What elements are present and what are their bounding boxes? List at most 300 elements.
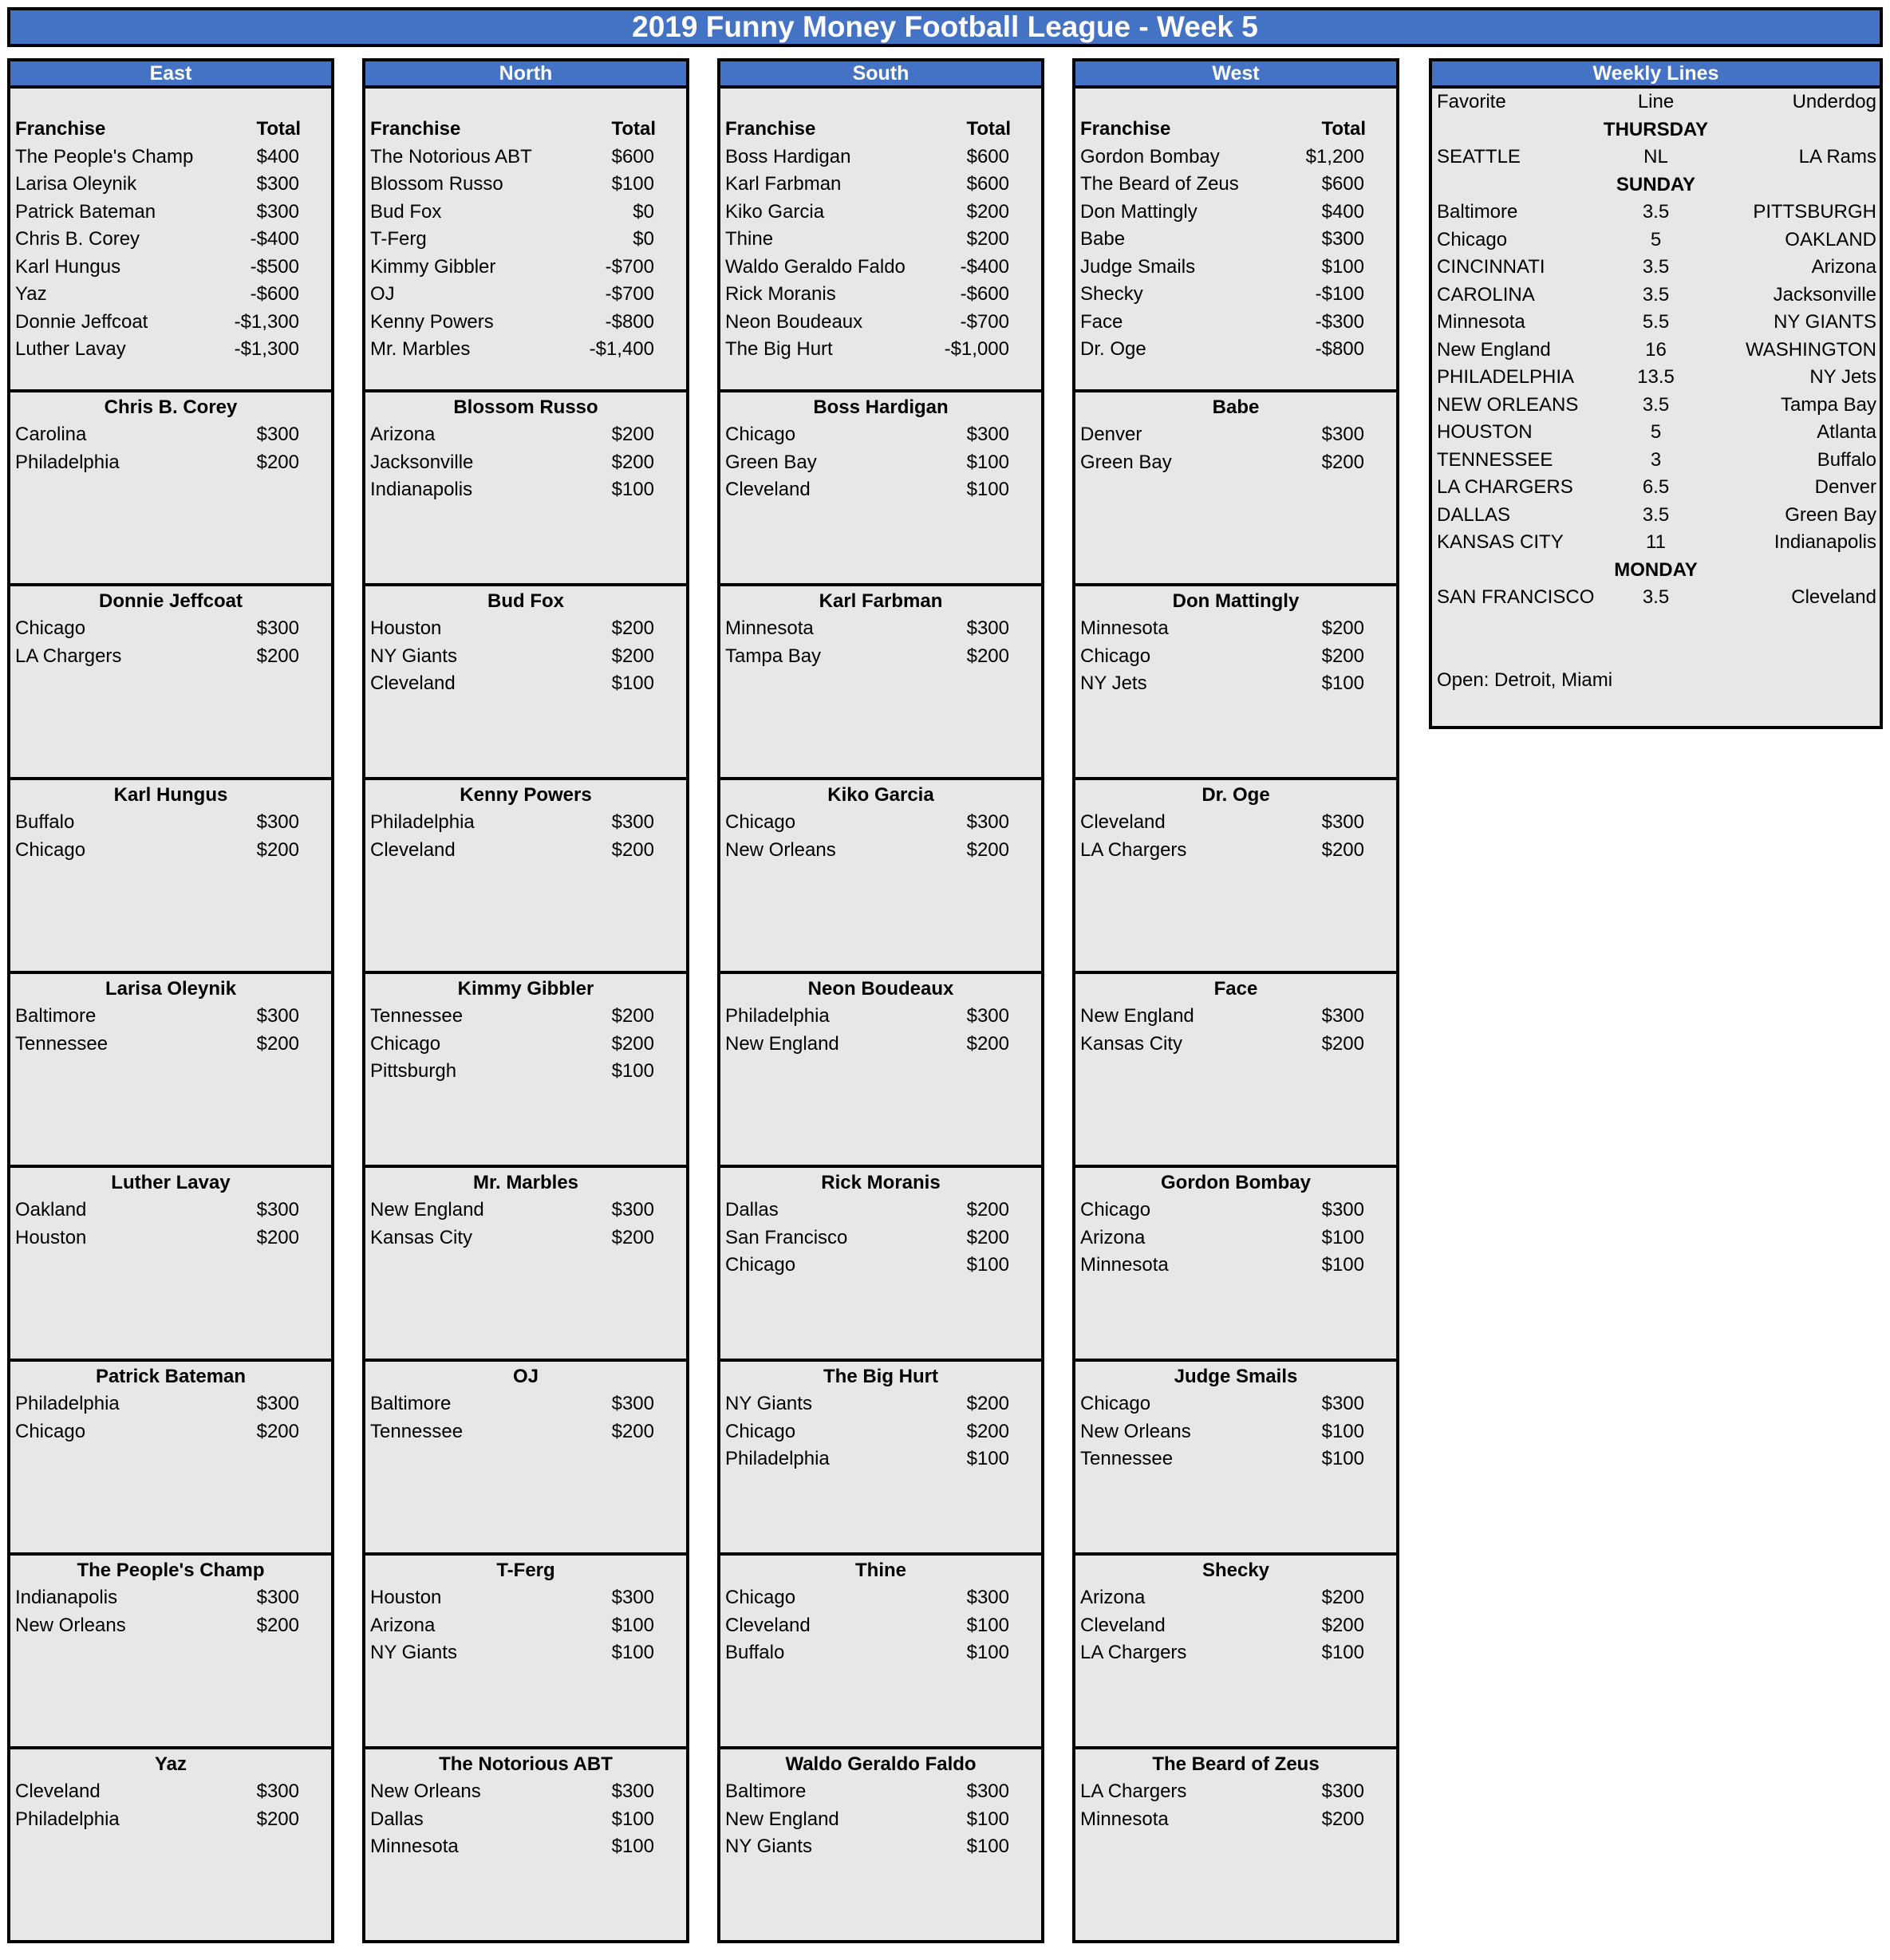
pick-row — [720, 1584, 1041, 1612]
total-column-header: Total — [256, 118, 301, 140]
franchise-total: $0 — [633, 228, 654, 250]
pick-team: Arizona — [1080, 1587, 1146, 1608]
pick-team: Chicago — [1080, 1199, 1151, 1221]
pick-amount: $200 — [1321, 451, 1364, 473]
standings-row — [720, 254, 1041, 282]
division-header: East — [7, 58, 334, 89]
franchise-total: -$500 — [250, 255, 299, 278]
pick-team: Philadelphia — [725, 1005, 830, 1027]
franchise-name: Blossom Russo — [370, 173, 503, 195]
franchise-total: -$600 — [250, 283, 299, 305]
underdog-team: Denver — [1814, 476, 1876, 498]
game-line: 6.5 — [1642, 476, 1670, 498]
pick-amount: $200 — [1321, 1808, 1364, 1830]
pick-amount: $300 — [1321, 1781, 1364, 1802]
standings-header-row — [720, 116, 1041, 144]
standings-row — [720, 144, 1041, 172]
pick-amount: $200 — [256, 1614, 299, 1636]
pick-team: New England — [725, 1032, 839, 1055]
franchise-total: $300 — [256, 173, 299, 195]
pick-amount: $200 — [256, 451, 299, 473]
standings-row — [720, 336, 1041, 364]
pick-team: Minnesota — [370, 1836, 459, 1857]
pick-team: Carolina — [15, 424, 87, 445]
pick-row — [720, 1390, 1041, 1418]
pick-team: LA Chargers — [1080, 1781, 1187, 1802]
pick-team: Green Bay — [725, 451, 817, 473]
game-line: NL — [1643, 146, 1668, 168]
franchise-name: The Beard of Zeus — [1080, 173, 1239, 195]
weekly-lines-header: Weekly Lines — [1429, 58, 1883, 89]
pick-row — [1075, 1778, 1396, 1806]
game-line: 16 — [1645, 338, 1667, 361]
franchise-name: Gordon Bombay — [1080, 145, 1220, 168]
franchise-title: Rick Moranis — [821, 1172, 941, 1193]
franchise-name: Judge Smails — [1080, 255, 1196, 278]
pick-team: New Orleans — [370, 1781, 481, 1802]
pick-amount: $300 — [611, 1781, 654, 1802]
game-line: 3 — [1650, 448, 1662, 471]
franchise-picks-box — [362, 780, 689, 974]
day-label: SUNDAY — [1616, 173, 1696, 195]
game-line-row — [1432, 282, 1880, 310]
game-line-row — [1432, 364, 1880, 392]
pick-amount: $100 — [966, 1642, 1009, 1663]
franchise-name: Donnie Jeffcoat — [15, 310, 148, 333]
pick-row — [1075, 1197, 1396, 1225]
game-line: 3.5 — [1642, 283, 1670, 306]
pick-amount: $100 — [611, 1836, 654, 1857]
pick-amount: $100 — [611, 1060, 654, 1082]
franchise-total: $300 — [1321, 228, 1364, 250]
pick-team: LA Chargers — [15, 645, 122, 667]
franchise-name: Dr. Oge — [1080, 338, 1146, 360]
pick-amount: $100 — [966, 1448, 1009, 1469]
franchise-picks-box — [362, 1362, 689, 1556]
division-header: South — [717, 58, 1044, 89]
pick-team: Indianapolis — [15, 1587, 118, 1608]
franchise-name: Kenny Powers — [370, 310, 494, 333]
underdog-team: Tampa Bay — [1780, 393, 1876, 416]
franchise-name: Waldo Geraldo Faldo — [725, 255, 906, 278]
franchise-picks-box — [1072, 1362, 1399, 1556]
pick-row — [365, 615, 686, 643]
franchise-total: -$1,300 — [234, 310, 299, 333]
game-line-row — [1432, 254, 1880, 282]
franchise-name: Bud Fox — [370, 200, 442, 223]
pick-team: Chicago — [1080, 645, 1151, 667]
pick-team: New Orleans — [1080, 1420, 1191, 1442]
pick-team: Cleveland — [725, 479, 811, 500]
franchise-total: -$400 — [960, 255, 1009, 278]
standings-row — [365, 171, 686, 199]
franchise-picks-box — [1072, 586, 1399, 780]
division-standings — [1072, 89, 1399, 392]
game-line-row — [1432, 227, 1880, 254]
standings-row — [1075, 281, 1396, 309]
pick-row — [10, 1003, 331, 1031]
pick-row — [10, 809, 331, 837]
pick-team: Cleveland — [1080, 811, 1166, 833]
pick-row — [1075, 1390, 1396, 1418]
franchise-title: The Big Hurt — [823, 1366, 938, 1387]
pick-amount: $100 — [1321, 1448, 1364, 1469]
standings-row — [365, 144, 686, 172]
pick-row — [720, 1197, 1041, 1225]
pick-amount: $200 — [256, 1226, 299, 1248]
franchise-total: -$600 — [960, 283, 1009, 305]
franchise-name: Rick Moranis — [725, 283, 836, 305]
pick-team: Cleveland — [1080, 1614, 1166, 1636]
pick-team: New Orleans — [15, 1614, 126, 1636]
pick-team: Baltimore — [15, 1005, 97, 1027]
pick-row — [365, 643, 686, 671]
pick-amount: $300 — [256, 1587, 299, 1608]
pick-team: Buffalo — [725, 1642, 785, 1663]
pick-row — [365, 1612, 686, 1640]
franchise-picks-box — [717, 1362, 1044, 1556]
standings-row — [365, 309, 686, 337]
pick-amount: $100 — [611, 1614, 654, 1636]
franchise-title: Mr. Marbles — [472, 1172, 579, 1193]
franchise-total: $600 — [1321, 173, 1364, 195]
franchise-name: Neon Boudeaux — [725, 310, 863, 333]
franchise-name: Kimmy Gibbler — [370, 255, 496, 278]
franchise-name: The Big Hurt — [725, 338, 833, 360]
pick-team: Chicago — [370, 1032, 441, 1055]
pick-row — [720, 449, 1041, 477]
pick-amount: $300 — [611, 1587, 654, 1608]
pick-row — [720, 1225, 1041, 1252]
standings-row — [10, 199, 331, 227]
franchise-total: -$700 — [960, 310, 1009, 333]
favorite-team: New England — [1437, 338, 1551, 361]
franchise-total: -$800 — [605, 310, 654, 333]
pick-team: Tennessee — [15, 1032, 109, 1055]
pick-team: Tampa Bay — [725, 645, 822, 667]
pick-amount: $200 — [966, 1199, 1009, 1221]
pick-team: NY Giants — [725, 1393, 812, 1414]
pick-row — [1075, 1612, 1396, 1640]
pick-team: Buffalo — [15, 811, 75, 833]
pick-amount: $200 — [611, 451, 654, 473]
pick-team: Kansas City — [1080, 1032, 1183, 1055]
franchise-title: OJ — [512, 1366, 539, 1387]
pick-row — [10, 837, 331, 865]
total-column-header: Total — [966, 118, 1011, 140]
franchise-name: Luther Lavay — [15, 338, 126, 360]
pick-row — [365, 1197, 686, 1225]
pick-row — [720, 1778, 1041, 1806]
franchise-title: Karl Farbman — [819, 590, 943, 612]
pick-amount: $100 — [1321, 1226, 1364, 1248]
franchise-picks-box — [1072, 974, 1399, 1168]
underdog-team: Indianapolis — [1774, 531, 1876, 553]
pick-amount: $300 — [256, 424, 299, 445]
pick-row — [10, 1390, 331, 1418]
pick-row — [720, 1003, 1041, 1031]
franchise-title: Yaz — [154, 1753, 187, 1775]
pick-team: Chicago — [725, 811, 796, 833]
underdog-team: PITTSBURGH — [1753, 201, 1876, 223]
pick-row — [10, 421, 331, 449]
pick-team: Tennessee — [370, 1005, 464, 1027]
standings-header-row — [365, 116, 686, 144]
pick-amount: $200 — [611, 1005, 654, 1027]
standings-row — [365, 226, 686, 254]
franchise-total: $600 — [966, 145, 1009, 168]
underdog-column-header: Underdog — [1792, 91, 1876, 112]
franchise-picks-box — [362, 1556, 689, 1749]
game-line-row — [1432, 419, 1880, 447]
game-line: 11 — [1646, 531, 1666, 553]
franchise-picks-box — [362, 1168, 689, 1362]
franchise-name: Patrick Bateman — [15, 200, 156, 223]
franchise-name: OJ — [370, 283, 395, 305]
favorite-team: TENNESSEE — [1437, 448, 1553, 471]
standings-row — [1075, 336, 1396, 364]
favorite-team: DALLAS — [1437, 503, 1511, 526]
pick-amount: $200 — [256, 838, 299, 861]
pick-row — [1075, 1003, 1396, 1031]
pick-team: New England — [370, 1199, 484, 1221]
pick-amount: $200 — [966, 1226, 1009, 1248]
franchise-picks-box — [717, 974, 1044, 1168]
pick-row — [1075, 1031, 1396, 1059]
standings-row — [365, 254, 686, 282]
franchise-total: -$700 — [605, 283, 654, 305]
franchise-total: -$800 — [1315, 338, 1364, 360]
pick-team: Baltimore — [370, 1393, 452, 1414]
favorite-team: CINCINNATI — [1437, 256, 1545, 278]
franchise-picks-box — [717, 780, 1044, 974]
franchise-name: Larisa Oleynik — [15, 173, 137, 195]
pick-team: Chicago — [1080, 1393, 1151, 1414]
franchise-total: -$300 — [1315, 310, 1364, 333]
franchise-title: Babe — [1212, 396, 1260, 418]
favorite-team: Minnesota — [1437, 311, 1525, 333]
pick-amount: $200 — [1321, 1614, 1364, 1636]
pick-row — [365, 421, 686, 449]
franchise-picks-box — [362, 586, 689, 780]
pick-team: Houston — [370, 617, 442, 639]
pick-row — [365, 1833, 686, 1861]
pick-amount: $300 — [966, 617, 1009, 639]
pick-row — [365, 1778, 686, 1806]
pick-team: NY Giants — [370, 645, 457, 667]
game-line-row — [1432, 337, 1880, 365]
franchise-title: Gordon Bombay — [1160, 1172, 1311, 1193]
franchise-name: Boss Hardigan — [725, 145, 851, 168]
pick-team: LA Chargers — [1080, 1642, 1187, 1663]
standings-row — [720, 171, 1041, 199]
pick-team: Chicago — [15, 838, 86, 861]
pick-amount: $300 — [966, 811, 1009, 833]
franchise-title: Kimmy Gibbler — [457, 978, 594, 1000]
pick-amount: $300 — [966, 1781, 1009, 1802]
pick-amount: $200 — [256, 1032, 299, 1055]
franchise-title: Judge Smails — [1174, 1366, 1298, 1387]
pick-row — [1075, 1445, 1396, 1473]
pick-row — [1075, 1806, 1396, 1834]
pick-team: Oakland — [15, 1199, 87, 1221]
pick-amount: $100 — [1321, 1420, 1364, 1442]
pick-amount: $200 — [611, 1420, 654, 1442]
standings-header-row — [10, 116, 331, 144]
pick-amount: $200 — [1321, 645, 1364, 667]
pick-amount: $300 — [256, 1781, 299, 1802]
pick-amount: $200 — [256, 1420, 299, 1442]
franchise-title: The People's Champ — [77, 1560, 265, 1581]
pick-team: Minnesota — [1080, 1808, 1169, 1830]
pick-row — [1075, 670, 1396, 698]
game-line-row — [1432, 199, 1880, 227]
pick-amount: $100 — [966, 1808, 1009, 1830]
franchise-picks-box — [7, 1362, 334, 1556]
pick-team: Cleveland — [15, 1781, 101, 1802]
game-line: 3.5 — [1642, 393, 1670, 416]
pick-row — [720, 809, 1041, 837]
franchise-picks-box — [1072, 1168, 1399, 1362]
underdog-team: Buffalo — [1817, 448, 1876, 471]
pick-team: Arizona — [1080, 1226, 1146, 1248]
franchise-picks-box — [1072, 392, 1399, 586]
game-line: 3.5 — [1642, 201, 1670, 223]
day-label: THURSDAY — [1603, 118, 1709, 140]
pick-amount: $200 — [611, 424, 654, 445]
franchise-total: $200 — [966, 200, 1009, 223]
pick-team: Chicago — [725, 1254, 796, 1276]
pick-row — [365, 449, 686, 477]
pick-row — [10, 1806, 331, 1834]
pick-amount: $300 — [966, 1005, 1009, 1027]
pick-row — [720, 1806, 1041, 1834]
pick-amount: $200 — [611, 838, 654, 861]
underdog-team: OAKLAND — [1785, 228, 1876, 250]
favorite-team: Baltimore — [1437, 201, 1518, 223]
underdog-team: Arizona — [1811, 256, 1876, 278]
franchise-title: Shecky — [1201, 1560, 1270, 1581]
standings-row — [10, 309, 331, 337]
franchise-total: -$1,300 — [234, 338, 299, 360]
pick-team: New England — [725, 1808, 839, 1830]
franchise-name: Mr. Marbles — [370, 338, 471, 360]
pick-amount: $200 — [966, 1393, 1009, 1414]
pick-amount: $200 — [256, 1808, 299, 1830]
franchise-title: T-Ferg — [496, 1560, 555, 1581]
franchise-picks-box — [717, 586, 1044, 780]
franchise-picks-box — [1072, 1556, 1399, 1749]
pick-row — [1075, 1639, 1396, 1667]
game-line-row — [1432, 392, 1880, 420]
franchise-name: Chris B. Corey — [15, 228, 140, 250]
game-line: 5 — [1650, 421, 1662, 443]
pick-amount: $200 — [966, 1032, 1009, 1055]
pick-amount: $300 — [256, 1005, 299, 1027]
division-column-west — [1072, 58, 1399, 1943]
pick-amount: $100 — [611, 1808, 654, 1830]
franchise-title: Waldo Geraldo Faldo — [785, 1753, 977, 1775]
page-title: 2019 Funny Money Football League - Week 5 — [7, 7, 1883, 47]
franchise-title: Dr. Oge — [1201, 784, 1270, 806]
pick-amount: $300 — [256, 1199, 299, 1221]
pick-amount: $200 — [1321, 838, 1364, 861]
division-column-north — [362, 58, 689, 1943]
pick-row — [10, 643, 331, 671]
franchise-name: Thine — [725, 228, 774, 250]
pick-amount: $100 — [966, 1614, 1009, 1636]
favorite-team: NEW ORLEANS — [1437, 393, 1579, 416]
pick-team: Cleveland — [370, 672, 456, 694]
franchise-name: Karl Hungus — [15, 255, 121, 278]
pick-row — [365, 1390, 686, 1418]
favorite-team: Chicago — [1437, 228, 1508, 250]
franchise-title: The Notorious ABT — [439, 1753, 613, 1775]
pick-row — [365, 1031, 686, 1059]
franchise-total: $1,200 — [1305, 145, 1364, 168]
pick-row — [720, 421, 1041, 449]
total-column-header: Total — [1321, 118, 1366, 140]
pick-team: LA Chargers — [1080, 838, 1187, 861]
franchise-total: -$700 — [605, 255, 654, 278]
pick-team: Chicago — [15, 617, 86, 639]
pick-row — [365, 1225, 686, 1252]
franchise-title: Neon Boudeaux — [807, 978, 954, 1000]
favorite-team: LA CHARGERS — [1437, 476, 1573, 498]
franchise-name: Karl Farbman — [725, 173, 842, 195]
pick-amount: $300 — [1321, 1199, 1364, 1221]
favorite-team: KANSAS CITY — [1437, 531, 1564, 553]
franchise-name: Babe — [1080, 228, 1126, 250]
standings-row — [1075, 254, 1396, 282]
franchise-total: $400 — [1321, 200, 1364, 223]
standings-row — [1075, 144, 1396, 172]
pick-amount: $300 — [611, 1393, 654, 1414]
favorite-team: SEATTLE — [1437, 146, 1521, 168]
standings-row — [1075, 309, 1396, 337]
pick-team: Green Bay — [1080, 451, 1172, 473]
franchise-title: Chris B. Corey — [104, 396, 238, 418]
underdog-team: NY GIANTS — [1774, 311, 1876, 333]
favorite-team: PHILADELPHIA — [1437, 366, 1575, 388]
franchise-total: $300 — [256, 200, 299, 223]
standings-row — [365, 281, 686, 309]
game-line-row — [1432, 529, 1880, 557]
franchise-picks-box — [717, 1749, 1044, 1943]
pick-row — [1075, 643, 1396, 671]
franchise-picks-box — [717, 392, 1044, 586]
franchise-title: Kenny Powers — [460, 784, 592, 806]
franchise-title: Karl Hungus — [113, 784, 228, 806]
pick-row — [1075, 1584, 1396, 1612]
franchise-picks-box — [717, 1168, 1044, 1362]
pick-team: Dallas — [370, 1808, 424, 1830]
franchise-title: Kiko Garcia — [827, 784, 934, 806]
standings-row — [10, 144, 331, 172]
pick-amount: $200 — [611, 1226, 654, 1248]
pick-amount: $200 — [1321, 1032, 1364, 1055]
pick-amount: $200 — [966, 838, 1009, 861]
standings-row — [720, 199, 1041, 227]
pick-row — [720, 1031, 1041, 1059]
pick-team: Indianapolis — [370, 479, 473, 500]
pick-team: Cleveland — [370, 838, 456, 861]
pick-amount: $100 — [611, 1642, 654, 1663]
franchise-picks-box — [7, 586, 334, 780]
pick-amount: $200 — [966, 645, 1009, 667]
franchise-picks-box — [362, 974, 689, 1168]
game-line: 5 — [1650, 228, 1662, 250]
